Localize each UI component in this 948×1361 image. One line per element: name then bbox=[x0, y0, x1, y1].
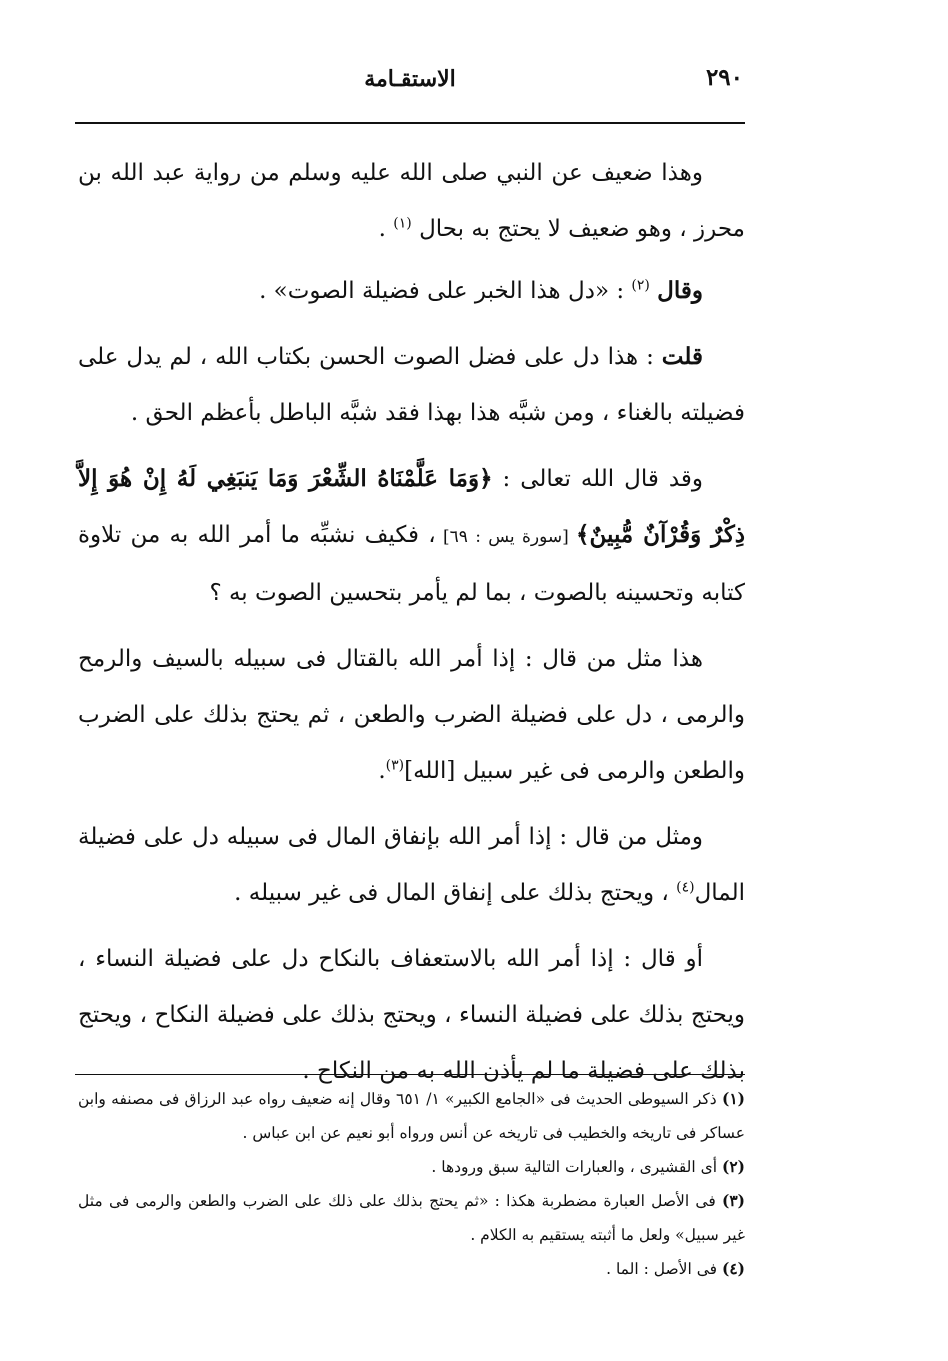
paragraph-2 bbox=[78, 263, 745, 319]
paragraph-1-text: وهذا ضعيف عن النبي صلى الله عليه وسلم من رواية عبد الله بن محرز ، وهو ضعيف لا يحتج به بحال bbox=[78, 160, 745, 242]
main-text bbox=[78, 145, 745, 1105]
footnote-ref-4: (٤) bbox=[676, 879, 695, 896]
footnotes bbox=[78, 1082, 745, 1286]
footnote-4 bbox=[78, 1252, 745, 1286]
footnote-1-text: ذكر السيوطى الحديث فى «الجامع الكبير» ١/ ٦٥١ وقال إنه ضعيف رواه عبد الرزاق فى مصنفه وابن عساكر فى تاريخه والخطيب فى تاريخه عن أنس ورواه أبو نعيم عن ابن عباس . bbox=[78, 1090, 745, 1142]
quran-verse: ﴿وَمَا عَلَّمْنَاهُ الشِّعْرَ وَمَا يَنبَغِي لَهُ إِنْ هُوَ إِلاَّ ذِكْرٌ وَقُرْآنٌ مُّبِينٌ﴾ bbox=[78, 465, 746, 548]
paragraph-1-end: . bbox=[378, 216, 394, 242]
paragraph-6-text-b: ، ويحتج بذلك على إنفاق المال فى غير سبيله . bbox=[234, 880, 677, 906]
footnote-ref-3: (٣) bbox=[385, 757, 405, 774]
footnote-ref-2: (٢) bbox=[631, 277, 650, 294]
footnote-4-number: (٤) bbox=[721, 1259, 745, 1278]
footnote-divider bbox=[75, 1074, 745, 1075]
footnote-1-number: (١) bbox=[721, 1089, 745, 1108]
paragraph-5 bbox=[78, 631, 745, 799]
paragraph-3-text: : هذا دل على فضل الصوت الحسن بكتاب الله ، لم يدل على فضيلته بالغناء ، ومن شبَّه هذا بهذا فقد شبَّه الباطل بأعظم الحق . bbox=[78, 344, 745, 426]
running-title: الاستقـامة bbox=[364, 66, 456, 92]
paragraph-7-text: أو قال : إذا أمر الله بالاستعفاف بالنكاح دل على فضيلة النساء ، ويحتج بذلك على فضيلة النساء ، ويحتج بذلك على فضيلة النكاح ، ويحتج بذلك على فضيلة ما لم يأذن الله به من النكاح . bbox=[78, 946, 745, 1084]
page-header bbox=[75, 58, 745, 98]
page-number: ٢٩٠ bbox=[705, 64, 743, 91]
paragraph-3-lead: قلت bbox=[661, 343, 703, 370]
paragraph-6-text-a: ومثل من قال : إذا أمر الله بإنفاق المال فى سبيله دل على فضيلة المال bbox=[78, 824, 745, 906]
paragraph-5-text: هذا مثل من قال : إذا أمر الله بالقتال فى سبيله بالسيف والرمح والرمى ، دل على فضيلة الضرب والطعن ، ثم يحتج بذلك على الضرب والطعن والرمى فى غير سبيل [الله] bbox=[78, 646, 745, 784]
sura-citation: [سورة يس : ٦٩] bbox=[435, 527, 577, 547]
paragraph-4 bbox=[78, 451, 745, 621]
header-divider bbox=[75, 122, 745, 124]
footnote-1 bbox=[78, 1082, 745, 1150]
paragraph-5-end: . bbox=[378, 758, 386, 784]
footnote-3-number: (٣) bbox=[721, 1191, 745, 1210]
paragraph-4-start: وقد قال الله تعالى : bbox=[492, 466, 703, 492]
footnote-2 bbox=[78, 1150, 745, 1184]
footnote-2-number: (٢) bbox=[721, 1157, 745, 1176]
footnote-4-text: فى الأصل : الما . bbox=[606, 1260, 722, 1278]
footnote-2-text: أى القشيرى ، والعبارات التالية سبق ورودها . bbox=[431, 1158, 722, 1176]
paragraph-4-rest: ، فكيف نشبِّه ما أمر الله به من تلاوة كتابه وتحسينه بالصوت ، بما لم يأمر بتحسين الصوت به ؟ bbox=[78, 522, 745, 606]
paragraph-1 bbox=[78, 145, 745, 257]
footnote-3 bbox=[78, 1184, 745, 1252]
footnote-ref-1: (١) bbox=[393, 215, 412, 232]
paragraph-3 bbox=[78, 329, 745, 441]
paragraph-2-text: : «دل هذا الخبر على فضيلة الصوت» . bbox=[259, 278, 632, 304]
paragraph-2-lead: وقال bbox=[657, 277, 703, 304]
paragraph-6 bbox=[78, 809, 745, 921]
footnote-3-text: فى الأصل العبارة مضطربة هكذا : «ثم يحتج بذلك على ذلك على الضرب والطعن والرمى فى مثل غير سبيل» ولعل ما أثبته يستقيم به الكلام . bbox=[78, 1192, 745, 1244]
